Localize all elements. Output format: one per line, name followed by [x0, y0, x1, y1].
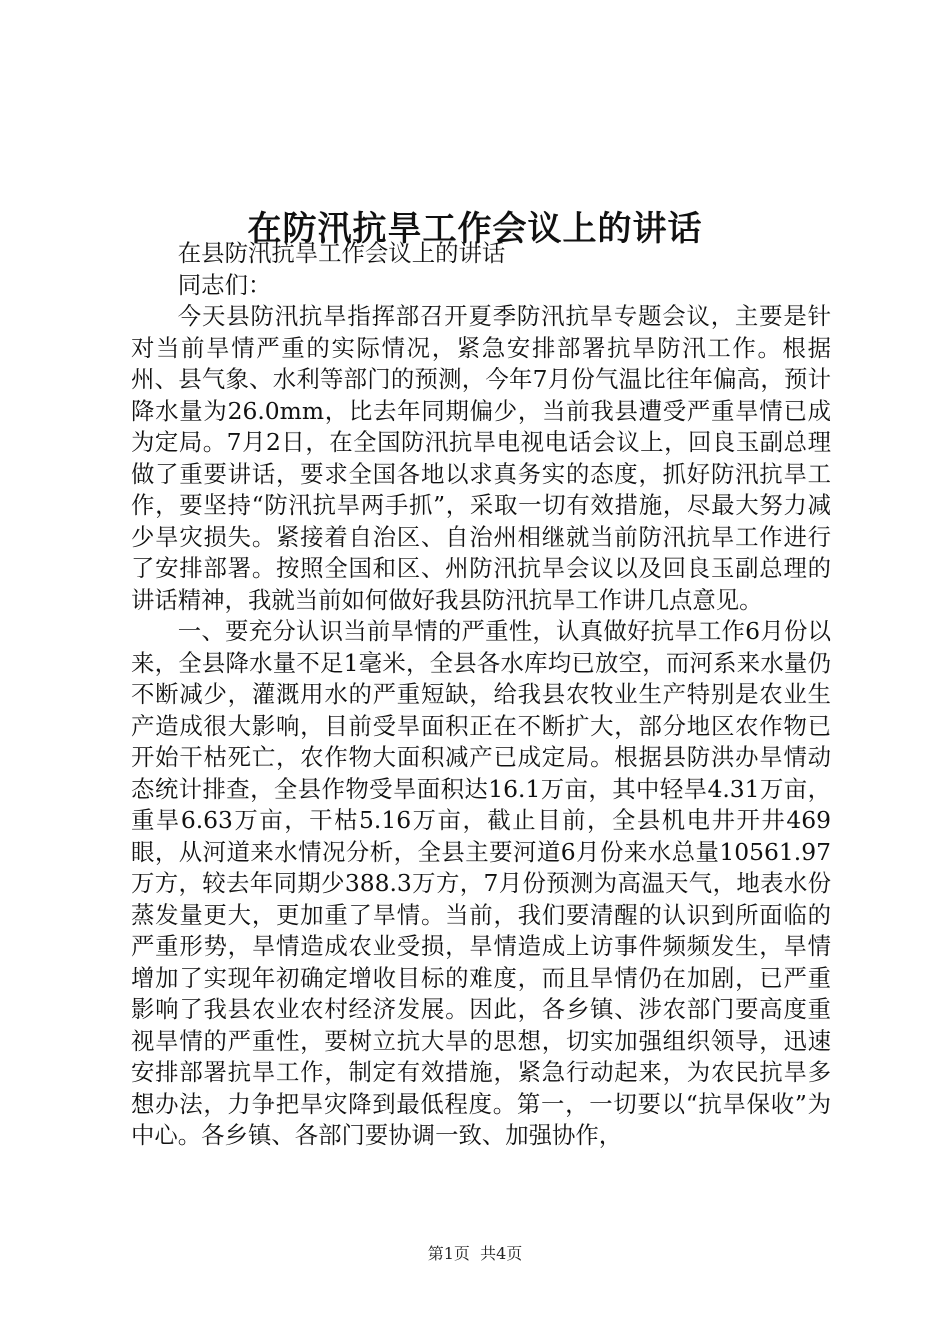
footer-separator [470, 1244, 480, 1263]
section-one-paragraph: 一、要充分认识当前旱情的严重性，认真做好抗旱工作6月份以来，全县降水量不足1毫米，全县各水库均已放空，而河系来水量仍不断减少，灌溉用水的严重短缺，给我县农牧业生产特别是农业生产造成很大影响，目前受旱面积正在不断扩大，部分地区农作物已开始干枯死亡，农作物大面积减产已成定局。根据县防洪办旱情动态统计排查，全县作物受旱面积达16.1万亩，其中轻旱4.31万亩，重旱6.63万亩，干枯5.16万亩，截止目前，全县机电井开井469眼，从河道来水情况分析，全县主要河道6月份来水总量10561.97万方，较去年同期少388.3万方，7月份预测为高温天气，地表水份蒸发量更大，更加重了旱情。当前，我们要清醒的认识到所面临的严重形势，旱情造成农业受损，旱情造成上访事件频频发生，旱情增加了实现年初确定增收目标的难度，而且旱情仍在加剧，已严重影响了我县农业农村经济发展。因此，各乡镇、涉农部门要高度重视旱情的严重性，要树立抗大旱的思想，切实加强组织领导，迅速安排部署抗旱工作，制定有效措施，紧急行动起来，为农民抗旱多想办法，力争把旱灾降到最低程度。第一，一切要以“抗旱保收”为中心。各乡镇、各部门要协调一致、加强协作， [131, 617, 831, 1149]
intro-paragraph: 今天县防汛抗旱指挥部召开夏季防汛抗旱专题会议，主要是针对当前旱情严重的实际情况，紧急安排部署抗旱防汛工作。根据州、县气象、水利等部门的预测，今年7月份气温比往年偏高，预计降水量为26.0mm，比去年同期偏少，当前我县遭受严重旱情已成为定局。7月2日，在全国防汛抗旱电视电话会议上，回良玉副总理做了重要讲话，要求全国各地以求真务实的态度，抓好防汛抗旱工作，要坚持“防汛抗旱两手抓”，采取一切有效措施，尽最大努力减少旱灾损失。紧接着自治区、自治州相继就当前防汛抗旱工作进行了安排部署。按照全国和区、州防汛抗旱会议以及回良玉副总理的讲话精神，我就当前如何做好我县防汛抗旱工作讲几点意见。 [131, 302, 831, 614]
page-number: 第1页 [427, 1244, 470, 1263]
document-body [131, 238, 831, 1152]
subtitle-paragraph: 在县防汛抗旱工作会议上的讲话 [177, 239, 506, 267]
document-title: 在防汛抗旱工作会议上的讲话 [247, 208, 703, 249]
page-footer [0, 1243, 950, 1265]
salutation-paragraph: 同志们： [177, 270, 272, 299]
page-total: 共4页 [480, 1244, 523, 1263]
